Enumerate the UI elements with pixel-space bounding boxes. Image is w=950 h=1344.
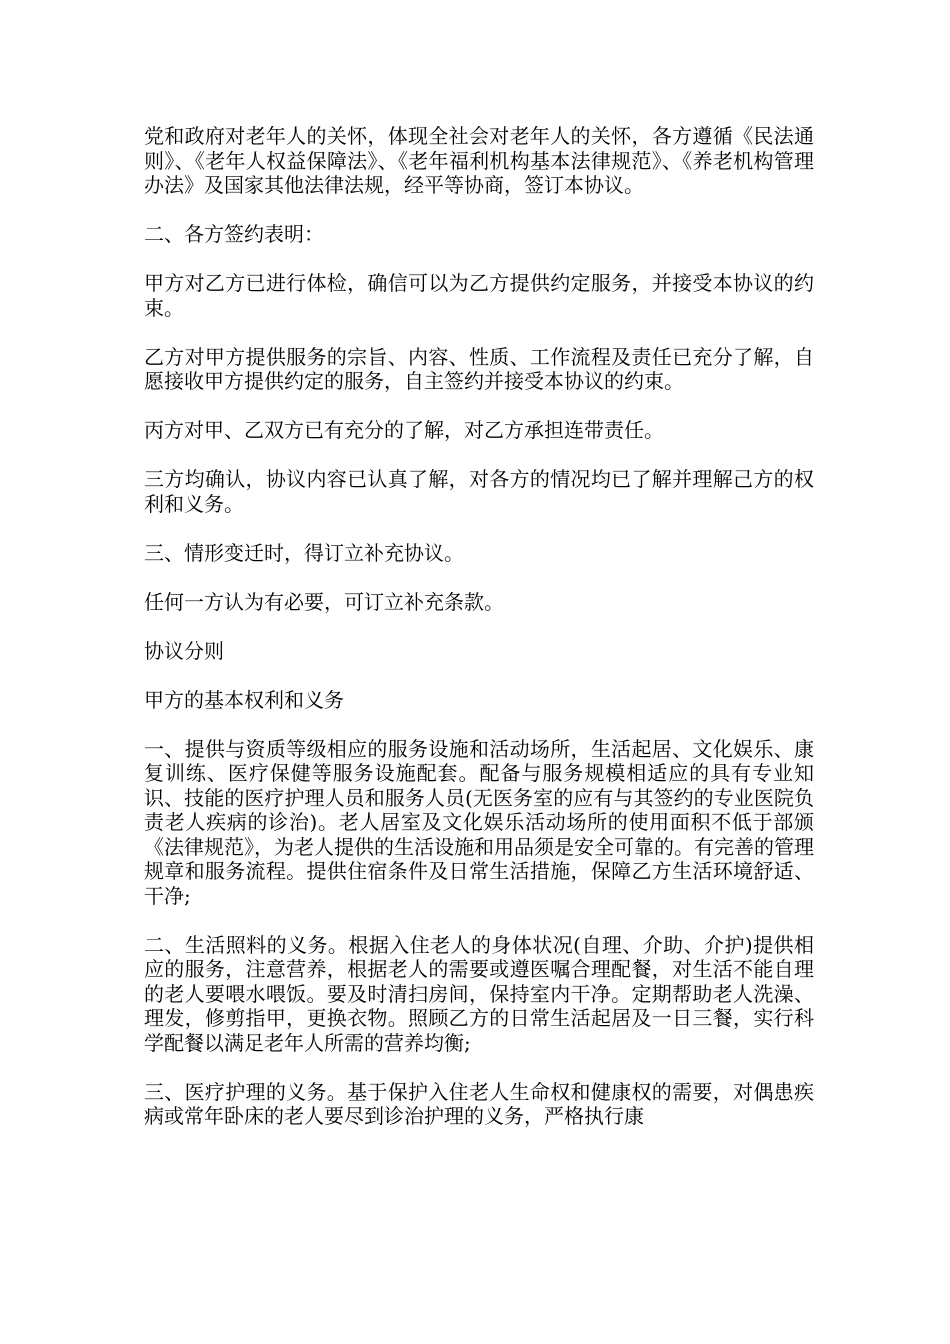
document-body: [144, 124, 814, 1153]
paragraph-party-c-statement: 丙方对甲、乙双方已有充分的了解，对乙方承担连带责任。: [144, 418, 664, 442]
clause-3-medical-care: 三、医疗护理的义务。基于保护入住老人生命权和健康权的需要，对偶患疾病或常年卧床的老人要尽到诊治护理的义务，严格执行康: [144, 1079, 814, 1128]
section-title-party-a-rights: 甲方的基本权利和义务: [144, 687, 344, 712]
paragraph-supplementary-terms: 任何一方认为有必要，可订立补充条款。: [144, 589, 504, 614]
paragraph-party-b-statement: 乙方对甲方提供服务的宗旨、内容、性质、工作流程及责任已充分了解，自愿接收甲方提供约定的服务，自主签约并接受本协议的约束。: [144, 344, 814, 393]
paragraph-party-a-statement: 甲方对乙方已进行体检，确信可以为乙方提供约定服务，并接受本协议的约束。: [144, 271, 814, 320]
section-heading-2: 二、各方签约表明：: [144, 222, 324, 246]
section-title-detailed-provisions: 协议分则: [144, 638, 224, 663]
clause-1-facilities: 一、提供与资质等级相应的服务设施和活动场所，生活起居、文化娱乐、康复训练、医疗保健等服务设施配套。配备与服务规模相适应的具有专业知识、技能的医疗护理人员和服务人员(无医务室的应有与其签约的专业医院负责老人疾病的诊治)。老人居室及文化娱乐活动场所的使用面积不低于部颁《法律规范》，为老人提供的生活设施和用品须是安全可靠的。有完善的管理规章和服务流程。提供住宿条件及日常生活措施，保障乙方生活环境舒适、干净;: [144, 736, 814, 908]
paragraph-preamble: 党和政府对老年人的关怀，体现全社会对老年人的关怀，各方遵循《民法通则》、《老年人权益保障法》、《老年福利机构基本法律规范》、《养老机构管理办法》及国家其他法律法规，经平等协商，签订本协议。: [144, 124, 814, 197]
clause-2-daily-care: 二、生活照料的义务。根据入住老人的身体状况(自理、介助、介护)提供相应的服务，注意营养，根据老人的需要或遵医嘱合理配餐，对生活不能自理的老人要喂水喂饭。要及时清扫房间，保持室内干净。定期帮助老人洗澡、理发，修剪指甲，更换衣物。照顾乙方的日常生活起居及一日三餐，实行科学配餐以满足老年人所需的营养均衡;: [144, 932, 814, 1055]
section-heading-3: 三、情形变迁时，得订立补充协议。: [144, 540, 464, 565]
paragraph-mutual-confirmation: 三方均确认，协议内容已认真了解，对各方的情况均已了解并理解己方的权利和义务。: [144, 467, 814, 516]
